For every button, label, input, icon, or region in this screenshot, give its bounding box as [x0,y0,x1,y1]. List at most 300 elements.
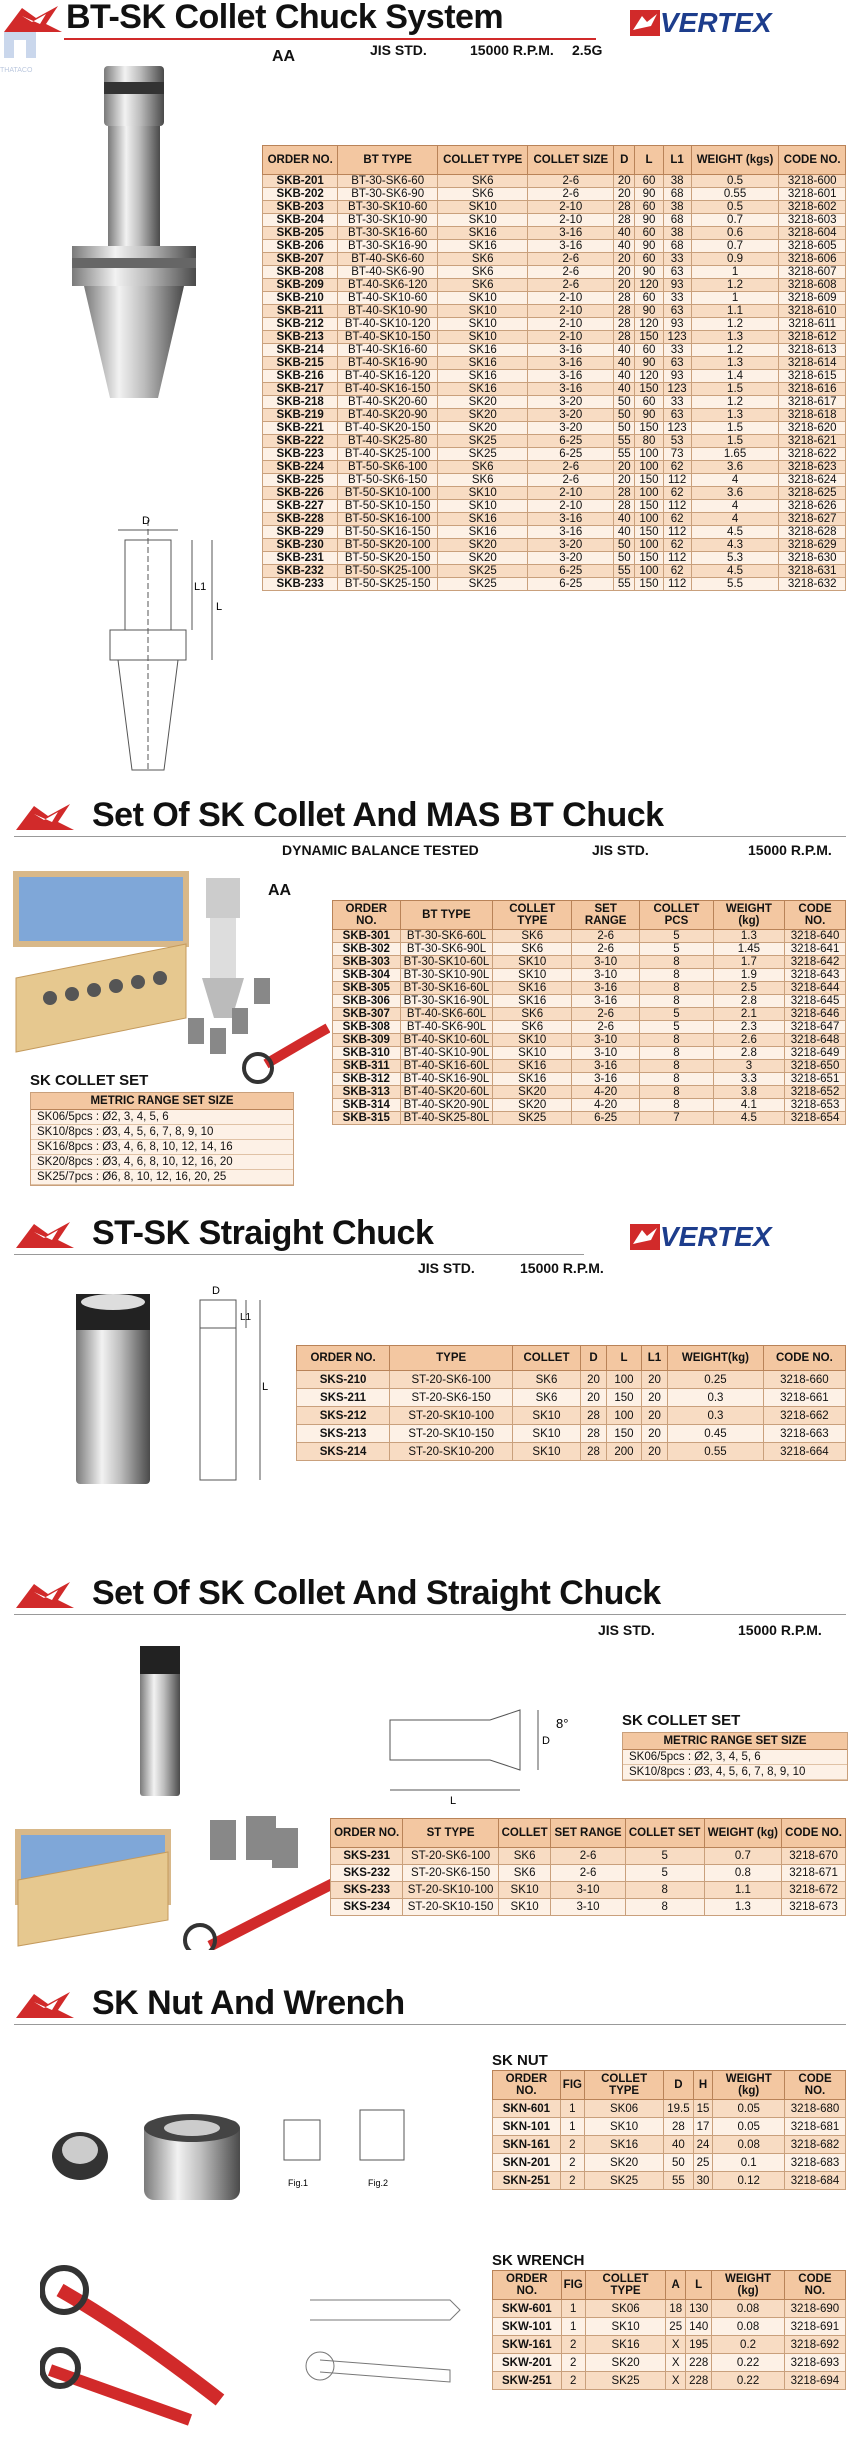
table-cell: SKB-214 [263,344,338,357]
table-cell: SK20 [585,2354,665,2372]
table-cell: 20 [614,188,635,201]
table-row [333,995,846,1008]
st-sk-spec-table [296,1345,846,1461]
table-cell: SK25 [437,578,528,591]
table-cell: BT-40-SK16-150 [338,383,438,396]
table-cell: 28 [614,318,635,331]
table-cell: 2-6 [551,1848,625,1865]
table-cell: 150 [635,383,663,396]
table-row [297,1389,846,1407]
table-row [263,461,846,474]
table-cell: 3-10 [572,969,640,982]
table-cell: BT-30-SK6-60 [338,175,438,188]
table-cell: 3218-608 [779,279,846,292]
table-cell: 50 [614,396,635,409]
column-header: CODE NO. [779,146,846,175]
section-title-bt-sk: BT-SK Collet Chuck System [66,0,504,36]
table-cell: 100 [635,461,663,474]
table-cell: ST-20-SK10-100 [403,1882,499,1899]
table-cell: 3218-673 [782,1899,846,1916]
table-cell: BT-30-SK6-90L [400,943,493,956]
table-cell: 0.08 [713,2136,785,2154]
table-cell: 80 [635,435,663,448]
table-cell: 2-6 [572,1021,640,1034]
table-cell: 3218-606 [779,253,846,266]
table-cell: 1.3 [713,930,784,943]
table-cell: 3218-605 [779,240,846,253]
table-cell: 2.5 [713,982,784,995]
table-row [263,279,846,292]
table-cell: 112 [663,500,691,513]
table-cell: 1 [560,2118,584,2136]
bt-sk-chuck-photo [62,62,202,402]
table-row [263,526,846,539]
table-cell: 3218-664 [763,1443,845,1461]
table-cell: 0.55 [668,1443,764,1461]
table-cell: BT-40-SK20-60 [338,396,438,409]
table-cell: 55 [614,448,635,461]
table-cell: 3218-683 [785,2154,846,2172]
table-cell: BT-40-SK20-90 [338,409,438,422]
table-cell: 90 [635,357,663,370]
table-row [493,2336,846,2354]
table-row [263,383,846,396]
table-header-row [333,901,846,930]
table-cell: SK20 [584,2154,663,2172]
watermark-icon [0,30,40,62]
table-cell: ST-20-SK10-150 [403,1899,499,1916]
table-row [263,474,846,487]
table-cell: 62 [663,565,691,578]
table-cell: 3-16 [528,240,614,253]
table-cell: 60 [635,253,663,266]
column-header: COLLET [498,1819,551,1848]
table-cell: X [666,2354,686,2372]
table-cell: 0.12 [713,2172,785,2190]
table-cell: 2-10 [528,331,614,344]
table-cell: 3218-614 [779,357,846,370]
section-title-nut-wrench: SK Nut And Wrench [92,1984,405,2022]
column-header: L [607,1346,642,1371]
table-cell: SKB-216 [263,370,338,383]
table-cell: 60 [635,344,663,357]
table-cell: SKB-210 [263,292,338,305]
table-cell: 3-10 [551,1882,625,1899]
sk-wrench-fig-drawing [300,2270,480,2420]
table-cell: 33 [663,253,691,266]
table-row [263,513,846,526]
table-cell: 3218-643 [785,969,846,982]
table-cell: SKB-228 [263,513,338,526]
sk-collet-set-table [622,1732,848,1781]
table-cell: 28 [614,487,635,500]
table-cell: 2.8 [713,995,784,1008]
table-cell: SKS-212 [297,1407,390,1425]
table-cell: 3218-694 [784,2372,845,2390]
table-row [333,943,846,956]
table-cell: SK10 [437,487,528,500]
table-cell: BT-30-SK10-60 [338,201,438,214]
table-cell: 8 [625,1882,704,1899]
table-cell: SKN-101 [493,2118,561,2136]
collet-set-row: SK16/8pcs : Ø3, 4, 6, 8, 10, 12, 14, 16 [31,1140,293,1155]
table-cell: 3-16 [528,344,614,357]
table-cell: 28 [614,500,635,513]
table-cell: 2-10 [528,305,614,318]
table-cell: 3218-644 [785,982,846,995]
collet-set-row: SK06/5pcs : Ø2, 3, 4, 5, 6 [31,1110,293,1125]
title-underline [14,836,846,837]
column-header: L1 [641,1346,667,1371]
sk-nut-photo [40,2100,250,2210]
table-cell: SKS-210 [297,1371,390,1389]
table-cell: 100 [635,487,663,500]
table-cell: 3218-645 [785,995,846,1008]
table-cell: 3218-647 [785,1021,846,1034]
table-cell: 2-10 [528,214,614,227]
table-cell: 150 [635,422,663,435]
table-cell: SK25 [437,448,528,461]
collet-set-header: METRIC RANGE SET SIZE [31,1093,293,1110]
table-cell: SKS-214 [297,1443,390,1461]
table-cell: 20 [580,1371,606,1389]
table-cell: SKB-219 [263,409,338,422]
table-cell: 3218-615 [779,370,846,383]
table-cell: 8 [640,995,714,1008]
table-row [297,1425,846,1443]
table-cell: 8 [625,1899,704,1916]
table-cell: SKB-212 [263,318,338,331]
table-row [263,201,846,214]
table-row [263,305,846,318]
table-cell: 3-10 [572,956,640,969]
table-cell: 19.5 [664,2100,693,2118]
table-cell: BT-30-SK16-60L [400,982,493,995]
table-cell: 1.3 [691,357,779,370]
table-cell: 3218-612 [779,331,846,344]
table-cell: SK10 [498,1899,551,1916]
table-cell: 38 [663,175,691,188]
sk-wrench-spec-table [492,2270,846,2390]
table-cell: BT-30-SK10-90L [400,969,493,982]
table-cell: 123 [663,331,691,344]
rpm-label: 15000 R.P.M. [470,42,554,58]
section-title-st-sk: ST-SK Straight Chuck [92,1214,434,1252]
table-cell: 1 [561,2300,585,2318]
table-cell: SKS-232 [331,1865,403,1882]
table-row [263,422,846,435]
table-cell: BT-50-SK20-150 [338,552,438,565]
column-header: COLLET SET [625,1819,704,1848]
sk-wrench-photo [40,2250,240,2430]
table-cell: SKB-233 [263,578,338,591]
table-cell: SK10 [513,1407,581,1425]
table-cell: BT-40-SK25-80L [400,1112,493,1125]
dim-L1: L1 [240,1312,252,1323]
table-cell: SKB-313 [333,1086,401,1099]
bt-sk-dimension-drawing [80,510,230,780]
table-cell: 3-10 [572,1034,640,1047]
table-cell: 8 [640,969,714,982]
table-cell: 0.22 [712,2372,785,2390]
table-cell: 40 [664,2136,693,2154]
table-cell: 3218-622 [779,448,846,461]
collet-set-row: SK10/8pcs : Ø3, 4, 5, 6, 7, 8, 9, 10 [623,1765,847,1780]
table-row [263,292,846,305]
table-row [263,318,846,331]
table-cell: 112 [663,474,691,487]
table-cell: 28 [580,1425,606,1443]
table-cell: SK06 [584,2100,663,2118]
table-cell: 3218-650 [785,1060,846,1073]
table-cell: 1.5 [691,422,779,435]
table-cell: 3218-631 [779,565,846,578]
table-cell: BT-40-SK10-90 [338,305,438,318]
table-cell: SK25 [585,2372,665,2390]
table-cell: 3218-618 [779,409,846,422]
column-header: ORDER NO. [493,2271,562,2300]
table-cell: SK6 [493,930,572,943]
table-cell: 5 [640,930,714,943]
table-cell: 0.08 [712,2318,785,2336]
table-cell: SKB-225 [263,474,338,487]
table-cell: 63 [663,266,691,279]
table-cell: 2 [561,2372,585,2390]
vertex-logo [630,8,772,38]
sk-collet-set-table [30,1092,294,1186]
dynamic-balance-label: DYNAMIC BALANCE TESTED [282,842,479,858]
table-cell: SKB-221 [263,422,338,435]
dim-L: L [450,1795,457,1807]
table-cell: 100 [607,1407,642,1425]
table-cell: 20 [641,1407,667,1425]
table-cell: 40 [614,526,635,539]
watermark-logo [0,30,40,80]
table-cell: 2-10 [528,201,614,214]
table-cell: SK16 [437,357,528,370]
table-cell: 3.3 [713,1073,784,1086]
table-cell: 18 [666,2300,686,2318]
column-header: FIG [561,2271,585,2300]
table-cell: 8 [640,1073,714,1086]
collet-set-row: SK10/8pcs : Ø3, 4, 5, 6, 7, 8, 9, 10 [31,1125,293,1140]
table-cell: 3218-692 [784,2336,845,2354]
table-cell: BT-50-SK10-100 [338,487,438,500]
table-cell: 3218-621 [779,435,846,448]
table-cell: 2.8 [713,1047,784,1060]
table-cell: 8 [640,1060,714,1073]
table-header-row [493,2071,846,2100]
table-row [297,1443,846,1461]
table-cell: 200 [607,1443,642,1461]
table-cell: 2-10 [528,500,614,513]
table-cell: 3.6 [691,487,779,500]
table-cell: 38 [663,201,691,214]
table-cell: 4.5 [691,565,779,578]
table-cell: BT-40-SK10-60L [400,1034,493,1047]
table-cell: BT-50-SK16-150 [338,526,438,539]
vertex-bird-icon [630,1224,660,1250]
vertex-logo [630,1222,772,1252]
table-cell: 73 [663,448,691,461]
column-header: WEIGHT (kg) [704,1819,782,1848]
table-cell: 28 [580,1443,606,1461]
table-cell: 28 [614,305,635,318]
table-cell: 4 [691,500,779,513]
table-cell: 1 [691,266,779,279]
table-cell: 150 [607,1425,642,1443]
table-cell: 40 [614,370,635,383]
column-header: WEIGHT(kg) [668,1346,764,1371]
section-title-collet-mas-bt: Set Of SK Collet And MAS BT Chuck [92,796,664,834]
table-cell: 17 [693,2118,713,2136]
table-cell: SK6 [493,1008,572,1021]
table-cell: SK16 [493,982,572,995]
table-cell: 0.3 [668,1407,764,1425]
column-header: COLLET TYPE [493,901,572,930]
table-cell: BT-40-SK10-150 [338,331,438,344]
table-cell: 5 [640,1008,714,1021]
std-label: JIS STD. [592,842,649,858]
table-cell: SKB-315 [333,1112,401,1125]
table-cell: BT-40-SK25-100 [338,448,438,461]
table-cell: SK20 [437,396,528,409]
table-cell: 3218-680 [785,2100,846,2118]
table-cell: 60 [635,227,663,240]
column-header: CODE NO. [784,2271,845,2300]
column-header: A [666,2271,686,2300]
collet-mas-bt-spec-table [332,900,846,1125]
table-cell: 60 [635,201,663,214]
table-cell: 3-16 [572,1060,640,1073]
table-cell: 1.1 [704,1882,782,1899]
table-cell: 3218-620 [779,422,846,435]
title-underline [14,2024,846,2025]
table-row [263,188,846,201]
table-cell: SKB-203 [263,201,338,214]
table-cell: 2-6 [528,474,614,487]
table-cell: SKB-218 [263,396,338,409]
table-cell: 33 [663,344,691,357]
table-cell: 2 [561,2354,585,2372]
table-cell: 63 [663,409,691,422]
table-cell: 3218-616 [779,383,846,396]
table-cell: 2-6 [528,188,614,201]
dim-D: D [142,515,150,527]
table-cell: SK20 [437,539,528,552]
table-cell: SKB-206 [263,240,338,253]
table-cell: SK10 [493,969,572,982]
table-cell: 53 [663,435,691,448]
table-cell: SKB-226 [263,487,338,500]
table-cell: 1.9 [713,969,784,982]
table-cell: 2.3 [713,1021,784,1034]
table-row [263,409,846,422]
column-header: COLLET TYPE [437,146,528,175]
column-header: L [635,146,663,175]
table-row [263,500,846,513]
table-cell: 100 [635,565,663,578]
table-header-row [263,146,846,175]
table-cell: 1 [560,2100,584,2118]
table-cell: X [666,2336,686,2354]
table-cell: 40 [614,227,635,240]
table-cell: BT-30-SK6-90 [338,188,438,201]
table-cell: 50 [614,422,635,435]
table-cell: 2 [561,2336,585,2354]
table-cell: 7 [640,1112,714,1125]
table-cell: BT-30-SK10-90 [338,214,438,227]
table-cell: 4.5 [713,1112,784,1125]
column-header: WEIGHT (kg) [713,901,784,930]
table-cell: 150 [635,526,663,539]
table-cell: SKB-308 [333,1021,401,1034]
brand-bird-logo [14,1218,76,1254]
rpm-label: 15000 R.P.M. [738,1622,822,1638]
table-cell: 1.7 [713,956,784,969]
table-cell: SKN-161 [493,2136,561,2154]
table-cell: 100 [635,539,663,552]
table-row [493,2372,846,2390]
fig1-label: Fig.1 [288,2178,309,2188]
section-title-collet-straight: Set Of SK Collet And Straight Chuck [92,1574,661,1612]
sk-collet-set-title: SK COLLET SET [622,1712,741,1729]
column-header: COLLET [513,1346,581,1371]
table-cell: 3218-628 [779,526,846,539]
table-cell: 63 [663,305,691,318]
table-cell: SK16 [437,344,528,357]
table-row [493,2300,846,2318]
table-cell: SK16 [437,513,528,526]
table-cell: SK16 [493,1073,572,1086]
title-underline [14,1254,584,1255]
table-header-row [297,1346,846,1371]
table-cell: 3218-609 [779,292,846,305]
table-cell: 0.9 [691,253,779,266]
table-cell: BT-40-SK16-60L [400,1060,493,1073]
table-cell: SK6 [513,1371,581,1389]
collet-dimension-drawing [370,1700,570,1820]
table-row [263,396,846,409]
column-header: ORDER NO. [297,1346,390,1371]
table-cell: SK6 [437,474,528,487]
table-row [263,344,846,357]
table-cell: 3218-613 [779,344,846,357]
table-cell: 3-16 [528,513,614,526]
table-cell: ST-20-SK6-150 [403,1865,499,1882]
table-cell: 112 [663,526,691,539]
table-cell: SK10 [585,2318,665,2336]
table-cell: SKB-224 [263,461,338,474]
table-cell: 0.05 [713,2100,785,2118]
table-row [263,435,846,448]
table-cell: BT-40-SK25-80 [338,435,438,448]
table-cell: BT-40-SK10-120 [338,318,438,331]
table-cell: 3218-641 [785,943,846,956]
table-cell: SK6 [498,1848,551,1865]
table-row [493,2154,846,2172]
table-cell: 90 [635,305,663,318]
table-cell: 5 [625,1848,704,1865]
table-cell: SK10 [513,1425,581,1443]
table-cell: 120 [635,370,663,383]
table-row [493,2100,846,2118]
table-cell: SK10 [437,201,528,214]
table-cell: 0.7 [691,240,779,253]
table-cell: 3-10 [551,1899,625,1916]
table-cell: 3-16 [528,383,614,396]
table-cell: 1.4 [691,370,779,383]
